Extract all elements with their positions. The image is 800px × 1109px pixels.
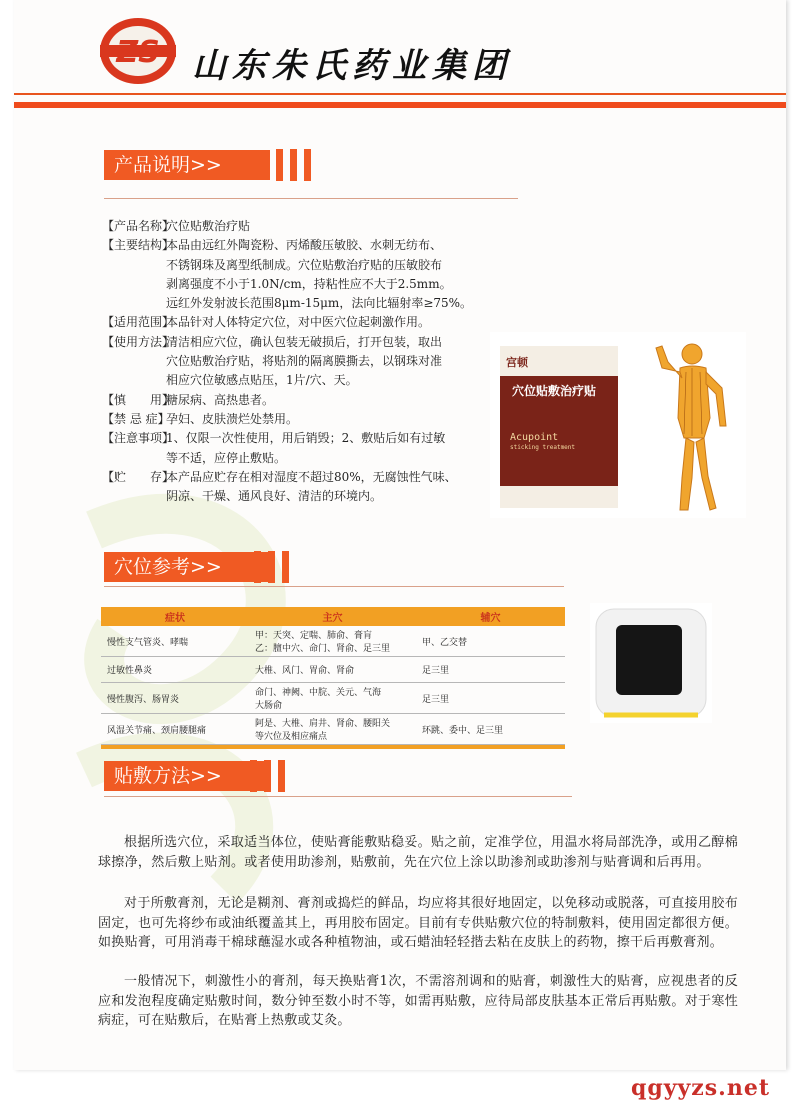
spec-row: 【主要结构】 本品由远红外陶瓷粉、丙烯酸压敏胶、水刺无纺布、 不锈钢珠及离型纸制成。穴位贴敷治疗贴的压敏胶布 剥离强度不小于1.0N/cm，持粘性应不大于2.5mm。 远红外发射波长范围8μm-15μm，法向比辐射率≥75%。	[102, 238, 473, 311]
table-header: 症状	[101, 607, 249, 626]
method-paragraph: 一般情况下，刺激性小的膏剂，每天换贴膏1次，不需溶剂调和的贴膏，刺激性大的贴膏，应视患者的反应和发泡程度确定贴敷时间，数分钟至数小时不等，如需再贴敷，应待局部皮肤基本正常后再贴敷。对于寒性病症，可在贴敷后，在贴膏上热敷或艾灸。	[98, 974, 738, 1028]
company-logo	[96, 15, 180, 87]
section-bars	[276, 149, 316, 181]
table-header: 辅穴	[416, 607, 565, 626]
spec-row: 【注意事项】 1、仅限一次性使用，用后销毁；2、敷贴后如有过敏 等不适，应停止敷贴。	[102, 431, 446, 465]
product-box-english-sub: sticking treatment	[510, 444, 576, 451]
product-box: 宫顿 穴位贴敷治疗贴 Acupoint sticking treatment	[500, 346, 618, 508]
spec-row: 【适用范围】 本品针对人体特定穴位，对中医穴位起刺激作用。	[102, 315, 431, 330]
section-divider	[104, 198, 518, 199]
company-name: 山东朱氏药业集团	[192, 46, 512, 86]
table-row: 慢性支气管炎、哮喘 甲：天突、定喘、肺俞、膏肓 乙：膻中穴、命门、肾俞、足三里 甲、乙交替	[101, 626, 565, 657]
method-paragraph: 根据所选穴位，采取适当体位，使贴膏能敷贴稳妥。贴之前，定准学位，用温水将局部洗净，或用乙醇棉球擦净，然后敷上贴剂。或者使用助渗剂，贴敷前，先在穴位上涂以助渗剂或助渗剂与贴膏调和后再用。	[98, 835, 738, 870]
method-paragraph: 对于所敷膏剂，无论是糊剂、膏剂或捣烂的鲜品，均应将其很好地固定，以免移动或脱落，可直接用胶布固定，也可先将纱布或油纸覆盖其上，再用胶布固定。目前有专供贴敷穴位的特制敷料，使用固定都很方便。如换贴膏，可用消毒干棉球蘸湿水或各种植物油，或石蜡油轻轻揩去粘在皮肤上的药物，擦干后再敷膏剂。	[98, 896, 738, 950]
table-row: 风湿关节痛、颈肩腰腿痛 阿是、大椎、肩井、肾俞、腰阳关 等穴位及相应痛点 环跳、委中、足三里	[101, 714, 565, 745]
product-image	[490, 332, 746, 518]
product-box-english: Acupoint	[510, 432, 559, 443]
spec-list	[102, 217, 492, 506]
spec-row: 【慎 用】 糖尿病、高热患者。	[102, 392, 275, 407]
table-header: 主穴	[249, 607, 416, 626]
patch-image	[590, 603, 712, 723]
section-bars	[254, 551, 294, 583]
site-watermark: qgyyzs.net	[630, 1075, 770, 1101]
svg-text:ZS: ZS	[116, 35, 160, 70]
section-bars	[250, 760, 290, 792]
section-title-acupoint: 穴位参考>>	[104, 552, 270, 582]
table-row: 过敏性鼻炎 大椎、风门、胃俞、肾俞 足三里	[101, 657, 565, 683]
section-divider	[104, 586, 564, 587]
header-rule-thin	[14, 93, 786, 95]
spec-row: 【使用方法】 清洁相应穴位，确认包装无破损后，打开包装，取出 穴位贴敷治疗贴，将贴剂的隔离膜撕去，以钢珠对准 相应穴位敏感点贴压，1片/穴、天。	[102, 334, 443, 388]
product-box-name: 穴位贴敷治疗贴	[512, 384, 597, 398]
header-rule-thick	[14, 102, 786, 108]
acupoint-table	[101, 607, 565, 749]
section-title-intro: 产品说明>>	[104, 150, 270, 180]
spec-row: 【贮 存】 本产品应贮存在相对湿度不超过80%，无腐蚀性气味、 阴凉、干燥、通风良好、清洁的环境内。	[102, 469, 457, 504]
table-row: 慢性腹泻、肠胃炎 命门、神阙、中脘、关元、气海 大肠俞 足三里	[101, 683, 565, 714]
section-divider	[104, 796, 572, 797]
spec-row: 【禁 忌 症】 孕妇、皮肤溃烂处禁用。	[102, 411, 299, 426]
section-title-method: 贴敷方法>>	[104, 761, 270, 791]
acupoint-body-figure	[650, 338, 740, 516]
page	[14, 0, 786, 1070]
spec-row: 【产品名称】 穴位贴敷治疗贴	[102, 219, 251, 233]
